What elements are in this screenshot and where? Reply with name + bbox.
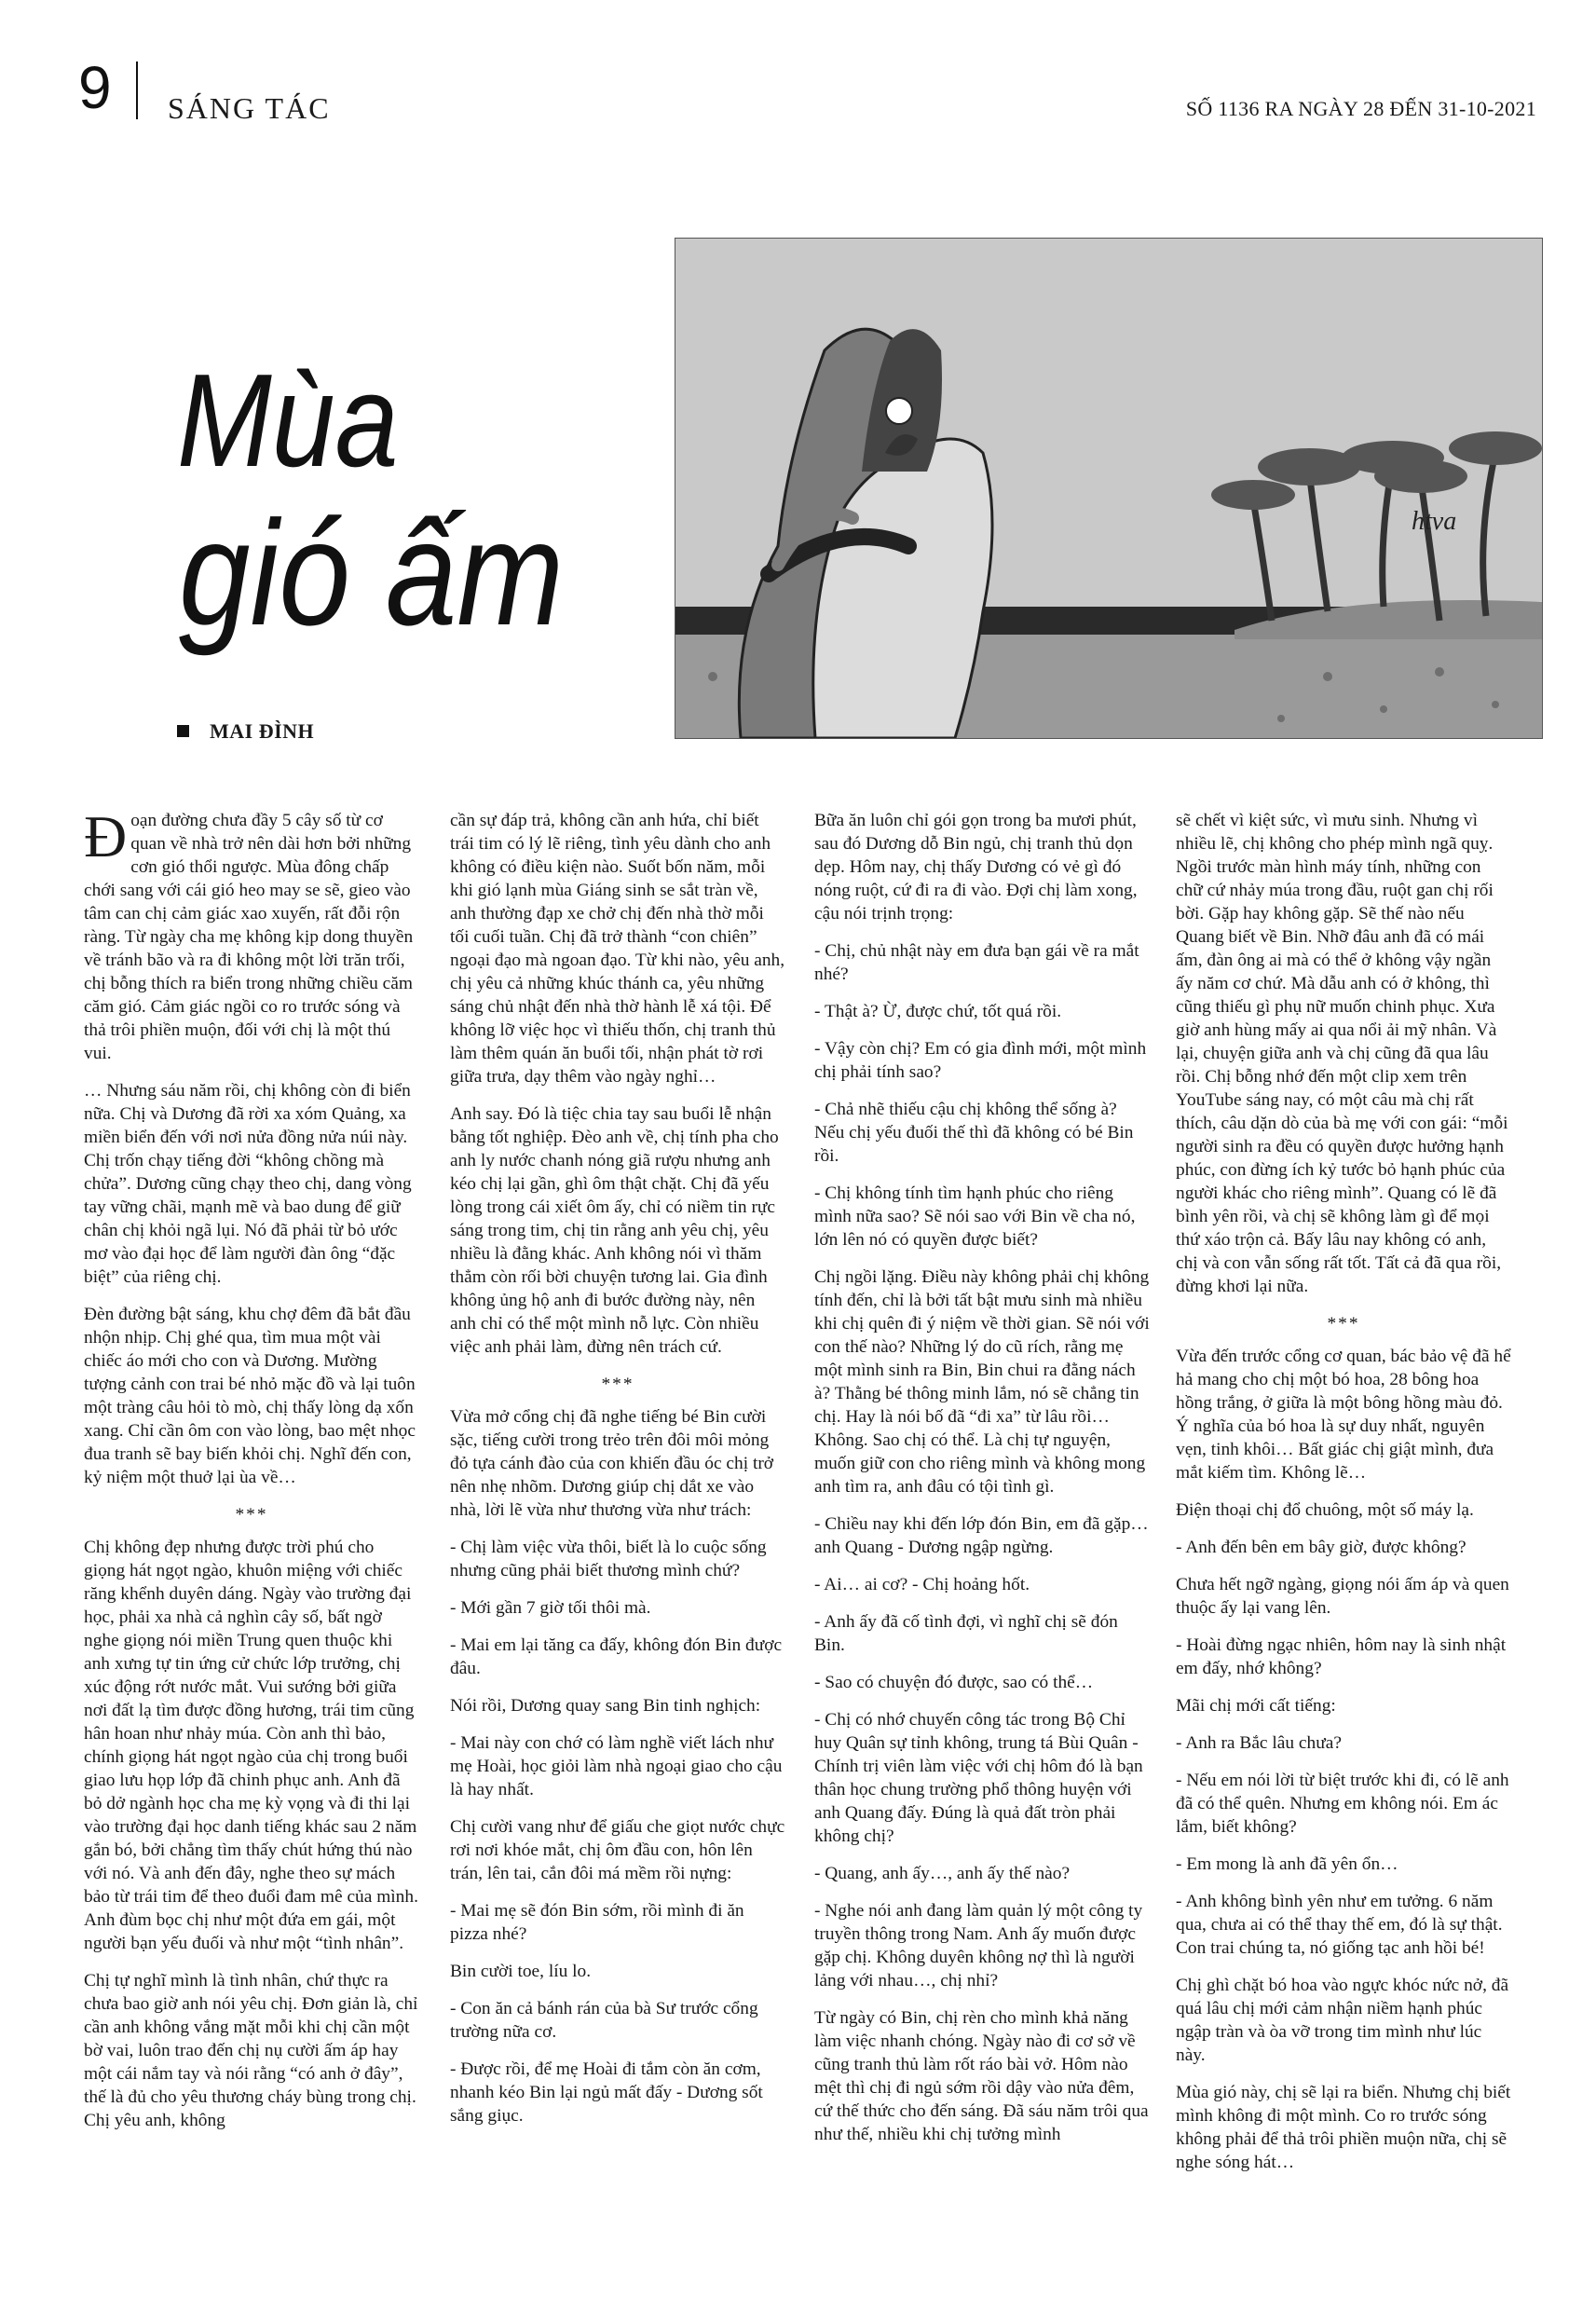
paragraph: Chị ghì chặt bó hoa vào ngực khóc nức nở, đã quá lâu chị mới cảm nhận niềm hạnh phúc ngập tràn và òa vỡ trong tim mình như lúc này. (1176, 1976, 1509, 2065)
paragraph: Vừa đến trước cổng cơ quan, bác bảo vệ đã hể hả mang cho chị một bó hoa, 28 bông hoa hồng trắng, ở giữa là một bông hồng màu đỏ. Ý nghĩa của bó hoa là sự duy nhất, nguyên vẹn, tinh khôi… Bất giác chị giật mình, đưa mắt kiếm tìm. Không lẽ… (1176, 1347, 1511, 1483)
header-divider (136, 62, 138, 119)
paragraph: - Chị làm việc vừa thôi, biết là lo cuộc sống nhưng cũng phải biết thương mình chứ? (450, 1538, 767, 1580)
section-title: SÁNG TÁC (168, 91, 331, 125)
paragraph: Mãi chị mới cất tiếng: (1176, 1696, 1336, 1716)
paragraph: … Nhưng sáu năm rồi, chị không còn đi biển nữa. Chị và Dương đã rời xa xóm Quảng, xa miền biển đến với nơi nửa đồng nửa núi này. Chị trốn chạy tiếng đời “không chồng mà chửa”. Dương cũng chạy theo chị, dang vòng tay vững chãi, mạnh mẽ và bao dung để giữ chân chị khỏi ngã lụi. Nó đã phải từ bỏ ước mơ vào đại học để làm người đàn ông “đặc biệt” của riêng chị. (84, 1081, 412, 1287)
paragraph: Vừa mở cổng chị đã nghe tiếng bé Bin cười sặc, tiếng cười trong trẻo trên đôi môi mỏng đỏ tựa cánh đào của con khiến đầu óc chị trở nên nhẹ nhõm. Dương giúp chị dắt xe vào nhà, lời lẽ vừa như thương vừa như trách: (450, 1407, 774, 1520)
bullet-square-icon (177, 725, 189, 737)
paragraph: - Mai mẹ sẽ đón Bin sớm, rồi mình đi ăn pizza nhé? (450, 1901, 744, 1944)
section-break: *** (235, 1505, 268, 1525)
paragraph: - Mai này con chớ có làm nghề viết lách như mẹ Hoài, học giỏi làm nhà ngoại giao cho cậu là hay nhất. (450, 1733, 783, 1799)
paragraph: Bin cười toe, líu lo. (450, 1962, 592, 1981)
paragraph: - Hoài đừng ngạc nhiên, hôm nay là sinh nhật em đấy, nhớ không? (1176, 1635, 1507, 1678)
article-title-line2: gió ấm (179, 489, 565, 656)
paragraph: - Anh không bình yên như em tưởng. 6 năm qua, chưa ai có thể thay thế em, đó là sự thật. Con trai chúng ta, nó giống tạc anh hồi bé! (1176, 1892, 1503, 1958)
paragraph: - Nghe nói anh đang làm quản lý một công ty truyền thông trong Nam. Anh ấy muốn được gặp chị. Không duyên không nợ thì là người lảng với nhau…, chị nhỉ? (814, 1901, 1143, 1991)
text-column-2 (450, 809, 785, 2141)
paragraph: - Chả nhẽ thiếu cậu chị không thể sống à? Nếu chị yếu đuối thế thì đã không có bé Bin rồi. (814, 1100, 1134, 1166)
text-column-4 (1176, 809, 1511, 2188)
paragraph: - Mai em lại tăng ca đấy, không đón Bin được đâu. (450, 1635, 783, 1678)
paragraph: - Ai… ai cơ? - Chị hoảng hốt. (814, 1575, 1030, 1594)
paragraph: - Thật à? Ừ, được chứ, tốt quá rồi. (814, 1002, 1062, 1021)
paragraph: Chị không đẹp nhưng được trời phú cho giọng hát ngọt ngào, khuôn miệng với chiếc răng khểnh duyên dáng. Ngày vào trường đại học, phải xa nhà cả nghìn cây số, bất ngờ nghe giọng nói miền Trung quen thuộc khi anh xưng tự tin ứng cử chức lớp trưởng, chị xúc động rớt nước mắt. Vui sướng bởi giữa nơi đất lạ tìm được đồng hương, trái tim cũng hân hoan như nhảy múa. Còn anh thì bảo, chính giọng hát ngọt ngào của chị trong buổi giao lưu họp lớp đã chinh phục anh. Anh đã bỏ dở ngành học cha mẹ kỳ vọng và đi thi lại vào trường đại học danh tiếng khác sau 2 năm gắn bó, bởi chẳng tìm thấy chút hứng thú nào với nó. Và anh đến đây, nghe theo sự mách bảo từ trái tim để theo đuổi đam mê của mình. Anh đùm bọc chị như một đứa em gái, một người bạn yếu đuối và như một “tình nhân”. (84, 1538, 418, 1953)
paragraph: Đèn đường bật sáng, khu chợ đêm đã bắt đầu nhộn nhịp. Chị ghé qua, tìm mua một vài chiếc áo mới cho con và Dương. Mường tượng cảnh con trai bé nhỏ mặc đồ và lại tuôn một tràng câu hỏi tò mò, chị thấy lòng dạ xốn xang. Chỉ cần ôm con vào lòng, bao mệt nhọc đua tranh sẽ bay biến khỏi chị. Nghĩ đến con, kỷ niệm một thuở lại ùa về… (84, 1305, 416, 1487)
article-title-line1: Mùa (177, 347, 399, 495)
paragraph: - Được rồi, để mẹ Hoài đi tắm còn ăn cơm, nhanh kéo Bin lại ngủ mất đấy - Dương sốt sắng giục. (450, 2059, 763, 2126)
paragraph: - Con ăn cả bánh rán của bà Sư trước cổng trường nữa cơ. (450, 1999, 758, 2042)
author-byline (177, 719, 314, 744)
paragraph: Đoạn đường chưa đầy 5 cây số từ cơ quan về nhà trở nên dài hơn bởi những cơn gió thổi ngược. Mùa đông chấp chới sang với cái gió heo may se sẽ, gieo vào tâm can chị cảm giác xao xuyến, rất đỗi rộn ràng. Từ ngày cha mẹ không kịp dong thuyền về tránh bão và ra đi không một lời trăn trối, chị bỗng thích ra biển trong những chiều căm căm gió. Cảm giác ngồi co ro trước sóng và thả trôi phiền muộn, đối với chị là một thú vui. (84, 803, 414, 1063)
text-column-1 (84, 803, 419, 2146)
story-illustration (675, 238, 1543, 739)
section-break: *** (601, 1375, 634, 1394)
page-number: 9 (78, 54, 112, 121)
artist-signature: htva (1412, 507, 1457, 536)
paragraph: - Nếu em nói lời từ biệt trước khi đi, có lẽ anh đã có thể quên. Nhưng em không nói. Em ác lắm, biết không? (1176, 1771, 1509, 1837)
paragraph: Chị cười vang như để giấu che giọt nước chực rơi nơi khóe mắt, chị ôm đầu con, hôn lên trán, lên tai, cắn đôi má mềm rồi nựng: (450, 1817, 785, 1883)
paragraph: - Quang, anh ấy…, anh ấy thế nào? (814, 1864, 1071, 1883)
author-name: MAI ĐÌNH (210, 719, 315, 743)
paragraph: - Anh đến bên em bây giờ, được không? (1176, 1538, 1466, 1557)
paragraph: Chị ngồi lặng. Điều này không phải chị không tính đến, chỉ là bởi tất bật mưu sinh mà nhiều khi chị quên đi ý niệm về thời gian. Sẽ nói với con thế nào? Những lý do cũ rích, rằng mẹ một mình sinh ra Bin, Bin chui ra đằng nách à? Thằng bé thông minh lắm, nó sẽ chẳng tin chị. Hay là nói bố đã “đi xa” từ lâu rồi… Không. Sao chị có thể. Là chị tự nguyện, muốn giữ con cho riêng mình và không mong anh tìm ra, anh đâu có tội tình gì. (814, 1267, 1150, 1497)
issue-info: SỐ 1136 RA NGÀY 28 ĐẾN 31-10-2021 (1185, 97, 1536, 120)
paragraph: - Anh ra Bắc lâu chưa? (1176, 1733, 1342, 1753)
paragraph: - Chị có nhớ chuyến công tác trong Bộ Chỉ huy Quân sự tỉnh không, trung tá Bùi Quân - Chính trị viên làm việc với chị hôm đó là bạn thân học chung trường phổ thông huyện với anh Quang đấy. Đúng là quả đất tròn phải không chị? (814, 1710, 1143, 1846)
paragraph: sẽ chết vì kiệt sức, vì mưu sinh. Nhưng vì nhiều lẽ, chị không cho phép mình ngã quỵ. Ngồi trước màn hình máy tính, những con chữ cứ nhảy múa trong đầu, ruột gan chị rối bời. Gặp hay không gặp. Sẽ thế nào nếu Quang biết về Bin. Nhỡ đâu anh đã có mái ấm, đàn ông ai mà có thể ở không vậy ngần ấy năm cơ chứ. Mà dẫu anh có ở không, thì cũng thiếu gì phụ nữ muốn chinh phục. Xưa giờ anh hùng mấy ai qua nổi ải mỹ nhân. Và lại, chuyện giữa anh và chị cũng đã qua lâu rồi. Chị bỗng nhớ đến một clip xem trên YouTube sáng nay, có một câu mà chị rất thích, câu dặn dò của bà mẹ với con gái: “mỗi người sinh ra đều có quyền được hưởng hạnh phúc, con đừng ích kỷ tước bỏ hạnh phúc của người khác cho riêng mình”. Quang có lẽ đã bình yên rồi, và chị sẽ không làm gì để mọi thứ xáo trộn cả. Bấy lâu nay không có anh, chị và con vẫn sống rất tốt. Tất cả đã qua rồi, đừng khơi lại nữa. (1176, 811, 1508, 1296)
paragraph: Mùa gió này, chị sẽ lại ra biển. Nhưng chị biết mình không đi một mình. Co ro trước sóng không phải để thả trôi phiền muộn nữa, chị sẽ nghe sóng hát… (1176, 2083, 1511, 2172)
drop-cap: Đ (84, 803, 128, 869)
paragraph: Nói rồi, Dương quay sang Bin tinh nghịch: (450, 1696, 761, 1716)
paragraph: - Chiều nay khi đến lớp đón Bin, em đã gặp… anh Quang - Dương ngập ngừng. (814, 1514, 1149, 1557)
paragraph: - Mới gần 7 giờ tối thôi mà. (450, 1598, 651, 1618)
paragraph: - Chị, chủ nhật này em đưa bạn gái về ra mắt nhé? (814, 941, 1139, 984)
paragraph: - Vậy còn chị? Em có gia đình mới, một mình chị phải tính sao? (814, 1039, 1147, 1082)
paragraph: Anh say. Đó là tiệc chia tay sau buổi lễ nhận bằng tốt nghiệp. Đèo anh về, chị tính pha cho anh ly nước chanh nóng giã rượu nhưng anh kéo chị lại gần, ghì ôm thật chặt. Chị đã yếu lòng trong cái xiết ôm ấy, chỉ có niềm tin rực sáng trong tim, chị tin rằng anh yêu chị, yêu nhiều là đằng khác. Anh không nói vì thăm thẳm còn rối bời chuyện tương lai. Gia đình không ủng hộ anh đi bước đường này, nên anh chỉ có thể một mình nỗ lực. Còn nhiều việc anh phải làm, đừng nên trách cứ. (450, 1104, 779, 1357)
paragraph: Từ ngày có Bin, chị rèn cho mình khả năng làm việc nhanh chóng. Ngày nào đi cơ sở về cũng tranh thủ làm rốt ráo bài vở. Hôm nào mệt thì chị đi ngủ sớm rồi dậy vào nửa đêm, cứ thế thức cho đến sáng. Đã sáu năm trôi qua như thế, nhiều khi chị tưởng mình (814, 2008, 1149, 2144)
text-column-3 (814, 809, 1150, 2160)
paragraph: Chị tự nghĩ mình là tình nhân, chứ thực ra chưa bao giờ anh nói yêu chị. Đơn giản là, chỉ cần anh không vắng mặt mỗi khi chị cần một bờ vai, luôn trao đến chị nụ cười ấm áp hay một cái nắm tay và nói rằng “có anh ở đây”, thế là đủ cho yêu thương cháy bùng trong chị. Chị yêu anh, không (84, 1971, 418, 2130)
section-break: *** (1327, 1314, 1360, 1334)
paragraph: - Sao có chuyện đó được, sao có thể… (814, 1673, 1094, 1692)
paragraph: cần sự đáp trả, không cần anh hứa, chỉ biết trái tim có lý lẽ riêng, tình yêu dành cho anh không có điều kiện nào. Suốt bốn năm, mỗi khi gió lạnh mùa Giáng sinh se sắt tràn về, anh thường đạp xe chở chị đến nhà thờ mỗi tối cuối tuần. Chị đã trở thành “con chiên” ngoại đạo mà ngoan đạo. Từ khi nào, yêu anh, chị yêu cả những khúc thánh ca, yêu những sáng chủ nhật đến nhà thờ hành lễ xá tội. Để không lỡ việc học vì thiếu thốn, chị tranh thủ làm thêm quán ăn buổi tối, nhận phát tờ rơi giữa trưa, dạy thêm vào ngày nghỉ… (450, 811, 785, 1087)
paragraph: - Em mong là anh đã yên ổn… (1176, 1854, 1398, 1874)
paragraph: Chưa hết ngỡ ngàng, giọng nói ấm áp và quen thuộc ấy lại vang lên. (1176, 1575, 1509, 1618)
paragraph: - Chị không tính tìm hạnh phúc cho riêng mình nữa sao? Sẽ nói sao với Bin về cha nó, lớn lên nó có quyền được biết? (814, 1183, 1136, 1250)
paragraph: Bữa ăn luôn chỉ gói gọn trong ba mươi phút, sau đó Dương dỗ Bin ngủ, chị tranh thủ dọn dẹp. Hôm nay, chị thấy Dương có vẻ gì đó nóng ruột, cứ đi ra đi vào. Đợi chị làm xong, cậu nói trịnh trọng: (814, 811, 1138, 923)
paragraph: Điện thoại chị đổ chuông, một số máy lạ. (1176, 1500, 1474, 1520)
paragraph: - Anh ấy đã cố tình đợi, vì nghĩ chị sẽ đón Bin. (814, 1612, 1118, 1655)
